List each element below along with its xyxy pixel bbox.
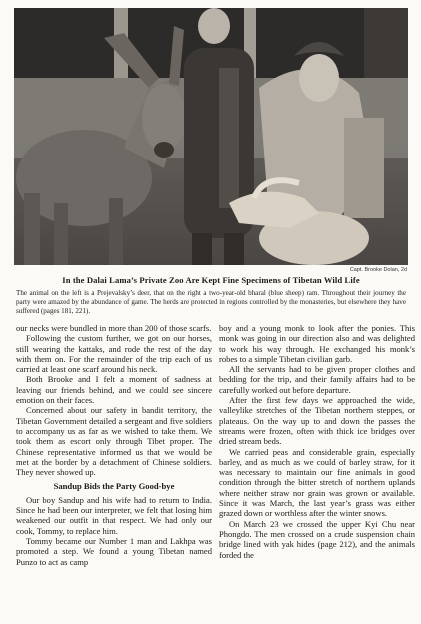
photo-icon <box>14 8 408 265</box>
paragraph: our necks were bundled in more than 200 of those scarfs. <box>16 323 212 333</box>
paragraph: After the first few days we approached the wide, valleylike stretches of the Tibetan northern steppes, or plateaus. On the way up to and down the passes the streams were frozen, often with thick ice bridges over dried stream beds. <box>219 395 415 447</box>
paragraph: Both Brooke and I felt a moment of sadness at leaving our friends behind, and we could see sincere emotion on their faces. <box>16 374 212 406</box>
paragraph: We carried peas and considerable grain, especially barley, and as much as we could of barley straw, for it was necessary to maintain our fine animals in good condition through the bitter stretch of northern uplands where neither straw nor grain was grown or available. Since it was March, the last year’s grass was either grazed down or worthless after the winter snows. <box>219 446 415 519</box>
right-column <box>219 323 415 560</box>
paragraph: boy and a young monk to look after the ponies. This monk was going in our direction also and was delighted to work his way through. He exchanged his monk’s robes to a simple Tibetan civilian garb. <box>219 323 415 364</box>
paragraph: All the servants had to be given proper clothes and bedding for the trip, and their family affairs had to be carefully worked out before departure. <box>219 364 415 395</box>
paragraph: On March 23 we crossed the upper Kyi Chu near Phongdo. The men crossed on a crude suspension chain bridge lined with yak hides (page 212), and the animals forded the <box>219 518 415 560</box>
left-column <box>16 323 212 567</box>
paragraph: Our boy Sandup and his wife had to return to India. Since he had been our interpreter, we felt that losing him weakened our outfit in that respect. We had only our cook, Tommy, to replace him. <box>16 494 212 536</box>
caption-title: In the Dalai Lama’s Private Zoo Are Kept Fine Specimens of Tibetan Wild Life <box>62 275 360 285</box>
photo-credit: Capt. Brooke Dolan, 2d <box>349 267 407 273</box>
paragraph: Tommy became our Number 1 man and Lakhpa was promoted a step. We found a young Tibetan named Punzo to act as camp <box>16 535 212 567</box>
caption-body: The animal on the left is a Prejevalsky’s deer, that on the right a two-year-old bharal (blue sheep) ram. Throughout their journey the party were amazed by the abundance of game. The herds are protected in regions controlled by the monasteries, but elsewhere they have suffered (pages 181, 221). <box>16 289 406 315</box>
wildlife-photo <box>14 8 408 265</box>
paragraph: Concerned about our safety in bandit territory, the Tibetan Government detailed a sergeant and five soldiers to accompany us as far as we wished to take them. We took them as escort only through Tibet proper. The Chinese representative informed us that we would be met at the border by a detachment of Chinese soldiers. They never showed up. <box>16 405 212 478</box>
section-heading: Sandup Bids the Party Good-bye <box>53 481 175 492</box>
paragraph: Following the custom further, we got on our horses, still wearing the kattaks, and rode the rest of the day with them on. For the remainder of the trip each of us carried at least one scarf around his neck. <box>16 333 212 375</box>
